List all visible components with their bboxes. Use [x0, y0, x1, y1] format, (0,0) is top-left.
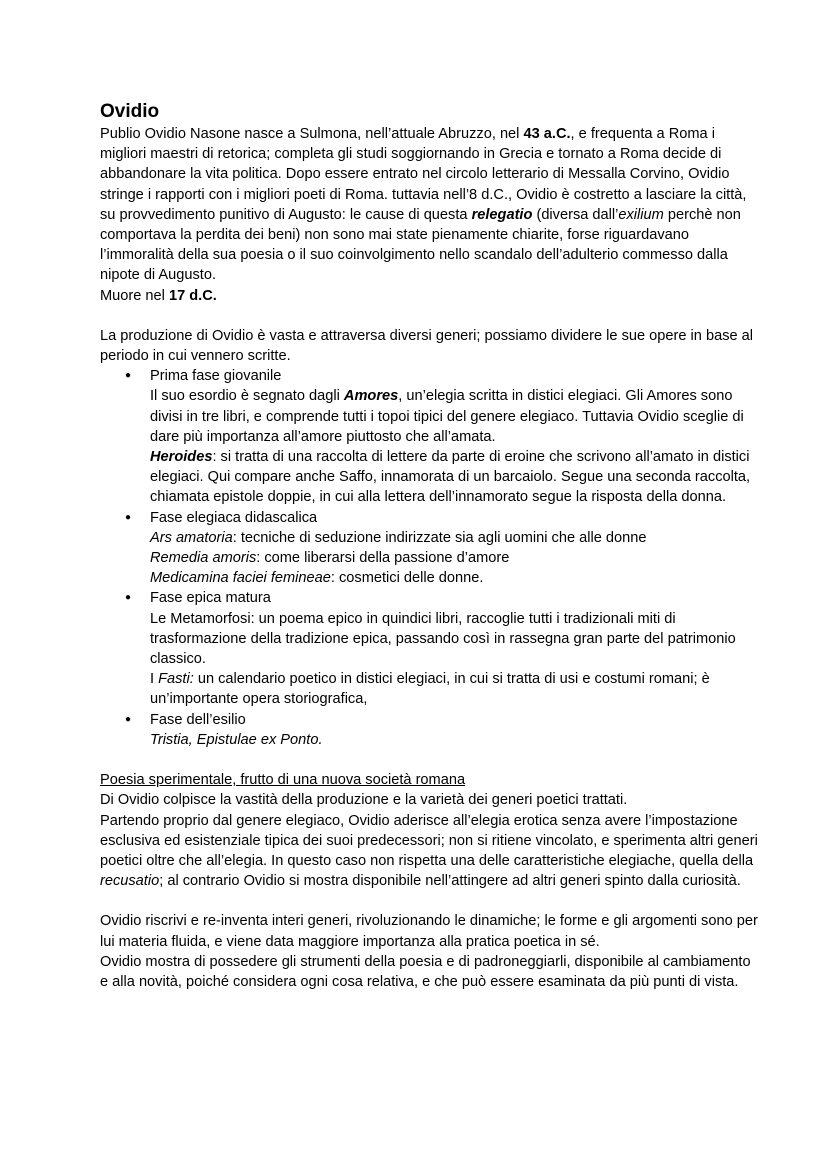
section-heading: Poesia sperimentale, frutto di una nuova società romana: [100, 772, 466, 789]
text: perchè non comportava la perdita dei beni) non sono mai state pienamente chiarite, forse riguardavano l’immoralità della sua poesia o il suo coinvolgimento nello scandalo dell’adulterio commesso dalla nipote di Augusto.: [100, 206, 741, 284]
birth-year: 43 a.C.: [523, 126, 571, 142]
text: , un’elegia scritta in distici elegiaci. Gli Amores sono divisi in tre libri, e comprende tutti i topoi tipici del genere elegiaco. Tuttavia Ovidio sceglie di dare più importanza all’amore piuttosto che all’amata.: [150, 388, 744, 445]
fasti-paragraph: [150, 669, 760, 709]
amores-paragraph: [150, 386, 760, 447]
text: un calendario poetico in distici elegiaci, in cui si tratta di usi e costumi romani; è un’importante opera storiografica,: [150, 671, 710, 708]
document-page: [100, 100, 760, 992]
work-title: Remedia amoris: [150, 550, 257, 567]
text: Publio Ovidio Nasone nasce a Sulmona, nell’attuale Abruzzo, nel: [100, 126, 524, 142]
work-title: Tristia, Epistulae ex Ponto.: [150, 731, 323, 748]
phases-list: [100, 366, 760, 750]
metamorfosi-paragraph: Le Metamorfosi: un poema epico in quindici libri, raccoglie tutti i tradizionali miti di trasformazione della tradizione epica, passando così in rassegna gran parte del patrimonio classico.: [150, 610, 736, 668]
work-line: [150, 568, 760, 588]
text: I: [150, 671, 159, 688]
bullet-icon: ●: [125, 370, 132, 382]
work-title: Ars amatoria: [150, 529, 233, 546]
list-item: [100, 366, 760, 507]
term-recusatio: recusatio: [100, 873, 160, 890]
work-title: Medicamina faciei femineae: [150, 570, 331, 587]
text: : come liberarsi della passione d’amore: [256, 550, 510, 567]
text: : cosmetici delle donne.: [330, 570, 484, 587]
heroides-paragraph: [150, 447, 760, 508]
text: ; al contrario Ovidio si mostra disponibile nell’attingere ad altri generi spinto dalla curiosità.: [159, 873, 741, 890]
production-intro: La produzione di Ovidio è vasta e attraversa diversi generi; possiamo dividere le sue opere in base al periodo in cui vennero scritte.: [100, 327, 754, 365]
text: (diversa dall’: [532, 206, 619, 223]
text: : tecniche di seduzione indirizzate sia agli uomini che alle donne: [232, 529, 647, 546]
paragraph: Di Ovidio colpisce la vastità della produzione e la varietà dei generi poetici trattati.: [100, 792, 628, 809]
list-item: [100, 508, 760, 589]
death-year: 17 d.C.: [168, 287, 217, 304]
text: Muore nel: [100, 287, 169, 304]
phase-title: Fase dell’esilio: [150, 711, 246, 728]
phase-title: Fase elegiaca didascalica: [150, 509, 318, 526]
term-exilium: exilium: [618, 206, 664, 223]
death-line: [100, 286, 760, 306]
phase-title: Fase epica matura: [150, 590, 271, 607]
text: Il suo esordio è segnato dagli: [150, 388, 344, 405]
phase-title: Prima fase giovanile: [150, 368, 282, 385]
text: : si tratta di una raccolta di lettere da parte di eroine che scrivono all’amato in distici elegiaci. Qui compare anche Saffo, innamorata di un barcaiolo. Segue una seconda raccolta, chiamata epistole doppie, in cui alla lettera dell’innamorato segue la risposta della donna.: [150, 449, 751, 506]
bullet-icon: ●: [125, 713, 132, 725]
biography-paragraph: [100, 124, 760, 286]
list-item: [100, 588, 760, 709]
work-amores: Amores: [343, 388, 399, 405]
bullet-icon: ●: [125, 592, 132, 604]
bullet-icon: ●: [125, 511, 132, 523]
paragraph: Ovidio riscrivi e re-inventa interi generi, rivoluzionando le dinamiche; le forme e gli argomenti sono per lui materia fluida, e viene data maggiore importanza alla pratica poetica in sé.: [100, 913, 758, 950]
text: Partendo proprio dal genere elegiaco, Ovidio aderisce all’elegia erotica senza avere l’impostazione esclusiva ed esistenziale tipica dei suoi predecessori; non si ritiene vincolato, e sperimenta altri generi poetici oltre che all’elegia. In questo caso non rispetta una delle caratteristiche elegiache, quella della: [100, 812, 758, 869]
work-line: [150, 548, 760, 568]
work-fasti: Fasti:: [158, 671, 194, 688]
paragraph: Ovidio mostra di possedere gli strumenti della poesia e di padroneggiarli, disponibile al cambiamento e alla novità, poiché considera ogni cosa relativa, e che può essere esaminata da più punti di vista.: [100, 953, 751, 990]
work-heroides: Heroides: [150, 449, 213, 466]
text: , e frequenta a Roma i migliori maestri di retorica; completa gli studi soggiornando in Grecia e tornato a Roma decide di abbandonare la vita politica. Dopo essere entrato nel circolo letterario di Messalla Corvino, Ovidio stringe i rapporti con i migliori poeti di Roma. tuttavia nell’8 d.C., Ovidio è costretto a lasciare la città, su provvedimento punitivo di Augusto: le cause di questa: [100, 126, 747, 223]
work-line: [150, 528, 760, 548]
paragraph: [100, 811, 760, 892]
work-line: [150, 730, 760, 750]
page-title: Ovidio: [100, 101, 160, 122]
list-item: [100, 710, 760, 750]
term-relegatio: relegatio: [471, 206, 533, 223]
